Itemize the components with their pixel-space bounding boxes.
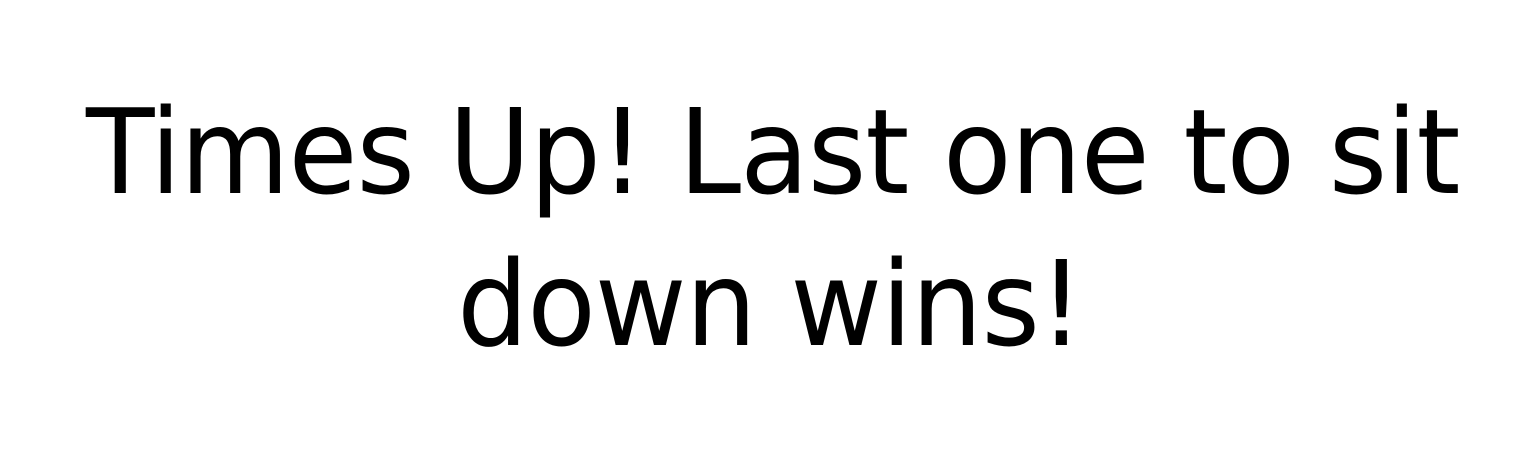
announcement-text	[86, 76, 1460, 380]
announcement-line-2: down wins!	[457, 235, 1083, 373]
announcement-line-1: Times Up! Last one to sit	[86, 83, 1460, 221]
